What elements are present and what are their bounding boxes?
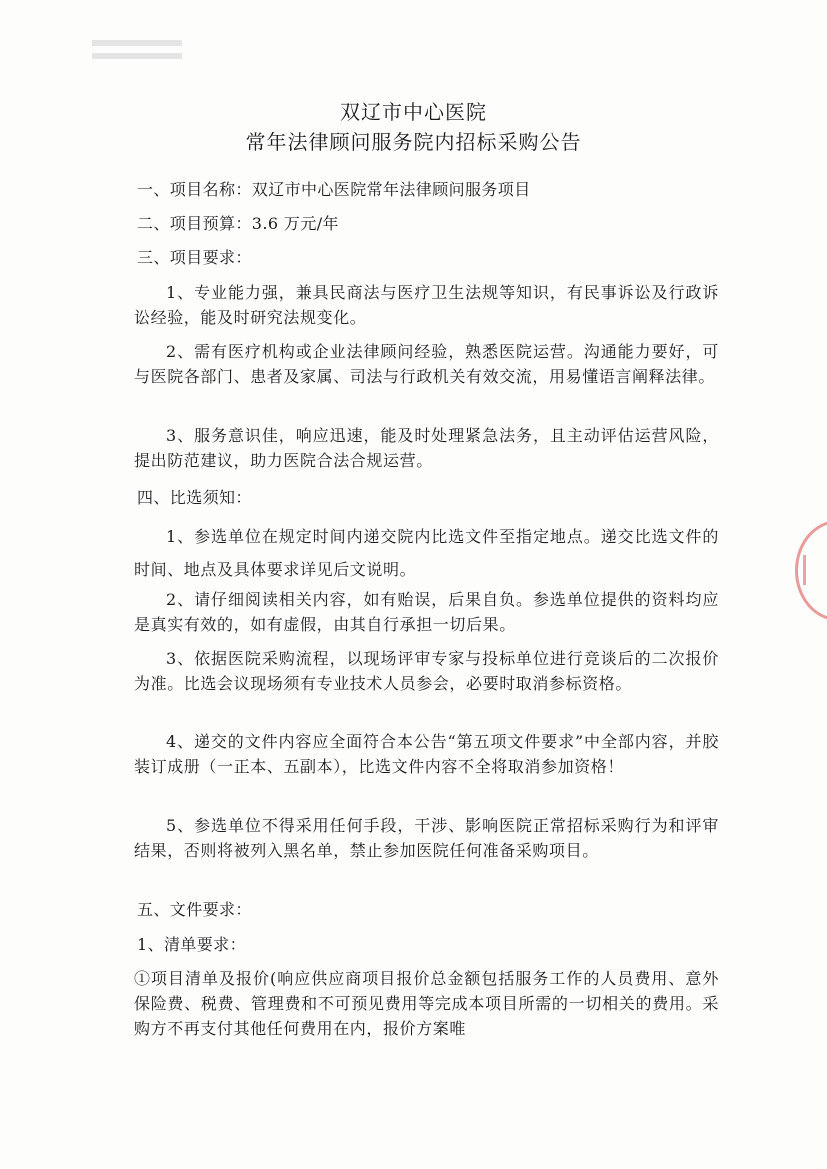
notice-paragraph: 4、递交的文件内容应全面符合本公告“第五项文件要求”中全部内容，并胶装订成册（一正本、五副本），比选文件内容不全将取消参加资格！ <box>134 732 719 776</box>
section-project-requirements: 三、项目要求： <box>137 248 252 267</box>
requirement-paragraph: 1、专业能力强，兼具民商法与医疗卫生法规等知识，有民事诉讼及行政诉讼经验，能及时研究法规变化。 <box>134 283 719 327</box>
notice-paragraph: 5、参选单位不得采用任何手段，干涉、影响医院正常招标采购行为和评审结果，否则将被列入黑名单，禁止参加医院任何准备采购项目。 <box>134 816 719 860</box>
section-project-name: 一、项目名称：双辽市中心医院常年法律顾问服务项目 <box>137 180 531 199</box>
notice-paragraph: 2、请仔细阅读相关内容，如有贻误，后果自负。参选单位提供的资料均应是真实有效的，如有虚假，由其自行承担一切后果。 <box>134 590 719 634</box>
list-item-pricing: ①项目清单及报价(响应供应商项目报价总金额包括服务工作的人员费用、意外保险费、税费、管理费和不可预见费用等完成本项目所需的一切相关的费用。采购方不再支付其他任何费用在内，报价方案唯 <box>134 969 719 1038</box>
subsection-list-requirements: 1、清单要求： <box>137 935 246 954</box>
notice-paragraph: 3、依据医院采购流程，以现场评审专家与投标单位进行竞谈后的二次报价为准。比选会议现场须有专业技术人员参会，必要时取消参标资格。 <box>134 649 719 693</box>
notice-paragraph: 1、参选单位在规定时间内递交院内比选文件至指定地点。递交比选文件的时间、地点及具体要求详见后文说明。 <box>134 527 719 579</box>
requirement-paragraph: 2、需有医疗机构或企业法律顾问经验，熟悉医院运营。沟通能力要好，可与医院各部门、患者及家属、司法与行政机关有效交流，用易懂语言阐释法律。 <box>134 342 719 386</box>
document-title-hospital: 双辽市中心医院 <box>340 100 487 124</box>
section-file-requirements: 五、文件要求： <box>137 900 252 919</box>
document-title-notice: 常年法律顾问服务院内招标采购公告 <box>245 130 582 154</box>
bleed-through-marks <box>92 40 692 80</box>
section-bid-notice: 四、比选须知： <box>137 488 252 507</box>
official-seal-mark <box>803 555 820 585</box>
requirement-paragraph: 3、服务意识佳，响应迅速，能及时处理紧急法务，且主动评估运营风险，提出防范建议，助力医院合法合规运营。 <box>134 426 719 470</box>
section-project-budget: 二、项目预算：3.6 万元/年 <box>137 214 339 233</box>
